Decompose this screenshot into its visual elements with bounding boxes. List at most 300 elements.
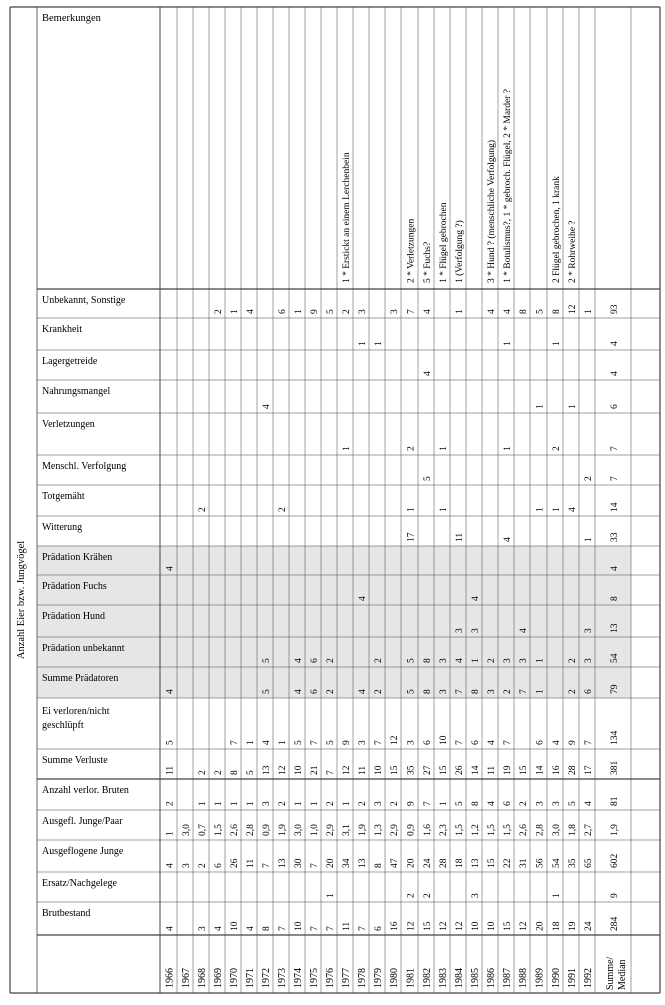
- cell-value: 6: [584, 689, 594, 694]
- year-label: 1976: [325, 968, 336, 988]
- cell-value: 15: [503, 921, 513, 931]
- cell-value: 2: [374, 658, 384, 663]
- cell-value: 1: [552, 507, 562, 512]
- cell-value: 4: [610, 341, 620, 346]
- cell-value: 1: [503, 341, 513, 346]
- cell-value: 4: [552, 740, 562, 745]
- cell-value: 2,9: [326, 824, 336, 836]
- cell-value: 4: [246, 926, 256, 931]
- cell-value: 2: [214, 770, 224, 775]
- cell-value: 4: [423, 371, 433, 376]
- cell-value: 2: [165, 801, 176, 806]
- cell-value: 12: [568, 304, 578, 314]
- cell-value: 1: [455, 309, 465, 314]
- year-label: 1970: [229, 968, 240, 988]
- cell-value: 5: [165, 740, 176, 745]
- cell-value: 54: [552, 858, 562, 868]
- cell-value: 4: [358, 596, 368, 601]
- cell-value: 12: [278, 765, 288, 775]
- cell-value: 7: [326, 770, 336, 775]
- cell-value: 3: [406, 740, 417, 745]
- predation-band: [37, 546, 631, 698]
- cell-value: 35: [568, 858, 578, 868]
- cell-value: 1: [278, 740, 288, 745]
- cell-value: 5: [406, 689, 417, 694]
- cell-value: 5: [246, 770, 256, 775]
- cell-value: 9: [568, 740, 578, 745]
- cell-value: 13: [278, 858, 288, 868]
- cell-value: 1: [214, 801, 224, 806]
- cell-value: 7: [310, 926, 320, 931]
- cell-value: 10: [471, 921, 481, 931]
- cell-value: 1: [342, 446, 352, 451]
- cell-value: 2,9: [390, 824, 400, 836]
- cell-value: 21: [310, 765, 320, 775]
- year-label: 1979: [373, 968, 384, 988]
- cell-value: 1: [294, 801, 304, 806]
- cell-value: 9: [310, 309, 320, 314]
- row-label: Prädation Fuchs: [42, 581, 107, 592]
- cell-value: 3: [358, 740, 368, 745]
- cell-value: 15: [487, 858, 497, 868]
- cell-value: 2,8: [246, 824, 256, 836]
- year-label: 1987: [502, 968, 513, 988]
- cell-value: 4: [246, 309, 256, 314]
- cell-value: 134: [610, 730, 620, 745]
- cell-value: 8: [610, 596, 620, 601]
- cell-value: 8: [423, 658, 433, 663]
- cell-value: 13: [262, 765, 272, 775]
- remark-text: 1 * Flügel gebrochen: [439, 202, 449, 283]
- cell-value: 381: [610, 760, 620, 775]
- cell-value: 10: [230, 921, 240, 931]
- cell-value: 4: [503, 309, 513, 314]
- side-label: Anzahl Eier bzw. Jungvögel: [16, 540, 27, 660]
- cell-value: 2: [568, 689, 578, 694]
- cell-value: 3: [487, 689, 497, 694]
- cell-value: 6: [610, 404, 620, 409]
- cell-value: 602: [610, 853, 620, 868]
- cell-value: 4: [294, 689, 304, 694]
- cell-value: 2: [390, 801, 400, 806]
- cell-value: 15: [423, 921, 433, 931]
- cell-value: 11: [487, 765, 497, 775]
- cell-value: 7: [262, 863, 272, 868]
- cell-value: 17: [584, 765, 594, 775]
- cell-value: 16: [390, 921, 400, 931]
- cell-value: 28: [568, 765, 578, 775]
- cell-value: 13: [471, 858, 481, 868]
- year-label: 1982: [422, 968, 433, 988]
- cell-value: 18: [552, 921, 562, 931]
- year-label: Median: [617, 959, 628, 990]
- cell-value: 2: [326, 689, 336, 694]
- cell-value: 6: [310, 658, 320, 663]
- cell-value: 11: [246, 858, 256, 868]
- year-label: 1978: [357, 968, 368, 988]
- cell-value: 7: [310, 740, 320, 745]
- cell-value: 2: [487, 658, 497, 663]
- cell-value: 5: [262, 689, 272, 694]
- row-label: Ersatz/Nachgelege: [42, 878, 117, 889]
- cell-value: 1,9: [278, 824, 288, 836]
- remark-text: 1 (Verfolgung ?): [455, 220, 465, 283]
- cell-value: 4: [455, 658, 465, 663]
- cell-value: 12: [406, 921, 417, 931]
- row-label: Brutbestand: [42, 908, 91, 919]
- cell-value: 8: [471, 689, 481, 694]
- cell-value: 2: [342, 309, 352, 314]
- cell-value: 3: [390, 309, 400, 314]
- cell-value: 1: [165, 831, 176, 836]
- cell-value: 2,7: [584, 824, 594, 836]
- cell-value: 2: [423, 893, 433, 898]
- cell-value: 4: [487, 309, 497, 314]
- cell-value: 7: [503, 740, 513, 745]
- cell-value: 3,0: [294, 824, 304, 836]
- cell-value: 1: [535, 689, 546, 694]
- cell-value: 4: [214, 926, 224, 931]
- cell-value: 8: [519, 309, 529, 314]
- cell-value: 12: [439, 921, 449, 931]
- year-label: 1966: [164, 968, 176, 988]
- cell-value: 4: [487, 740, 497, 745]
- year-label: 1980: [389, 968, 400, 988]
- year-label: 1989: [534, 968, 546, 988]
- cell-value: 3: [374, 801, 384, 806]
- cell-value: 2,3: [439, 824, 449, 836]
- row-label: Totgemäht: [42, 491, 85, 502]
- cell-value: 4: [471, 596, 481, 601]
- remark-text: 5 * Fuchs?: [423, 241, 433, 283]
- cell-value: 4: [503, 537, 513, 542]
- table-text: [16, 13, 628, 990]
- cell-value: 6: [423, 740, 433, 745]
- year-label: 1983: [438, 968, 449, 988]
- cell-value: 10: [487, 921, 497, 931]
- cell-value: 2: [358, 801, 368, 806]
- cell-value: 17: [406, 532, 417, 542]
- cell-value: 2: [519, 801, 529, 806]
- cell-value: 2: [198, 770, 208, 775]
- cell-value: 10: [294, 921, 304, 931]
- cell-value: 20: [326, 858, 336, 868]
- cell-value: 4: [165, 689, 176, 694]
- cell-value: 3: [552, 801, 562, 806]
- cell-value: 7: [278, 926, 288, 931]
- remark-text: 2 Flügel gebrochen, 1 krank: [552, 176, 562, 283]
- cell-value: 27: [423, 765, 433, 775]
- cell-value: 8: [262, 926, 272, 931]
- cell-value: 56: [535, 858, 546, 868]
- row-label: Summe Verluste: [42, 755, 108, 766]
- cell-value: 10: [294, 765, 304, 775]
- cell-value: 4: [358, 689, 368, 694]
- cell-value: 6: [503, 801, 513, 806]
- cell-value: 14: [610, 502, 620, 512]
- cell-value: 2: [198, 863, 208, 868]
- cell-value: 4: [568, 507, 578, 512]
- cell-value: 2: [214, 309, 224, 314]
- cell-value: 4: [262, 404, 272, 409]
- cell-value: 1: [568, 404, 578, 409]
- cell-value: 1: [503, 446, 513, 451]
- year-label: 1977: [341, 968, 352, 988]
- year-label: Summe/: [605, 956, 616, 990]
- cell-value: 3: [471, 893, 481, 898]
- cell-value: 1: [374, 341, 384, 346]
- cell-value: 35: [406, 765, 417, 775]
- cell-value: 4: [584, 801, 594, 806]
- row-label: Nahrungsmangel: [42, 386, 111, 397]
- cell-value: 3: [358, 309, 368, 314]
- cell-value: 10: [374, 765, 384, 775]
- cell-value: 4: [487, 801, 497, 806]
- cell-value: 1,2: [471, 824, 481, 836]
- row-label: Ausgeflogene Junge: [42, 846, 124, 857]
- cell-value: 4: [165, 566, 176, 571]
- cell-value: 7: [310, 863, 320, 868]
- cell-value: 4: [610, 371, 620, 376]
- cell-value: 3: [198, 926, 208, 931]
- row-label: Prädation unbekannt: [42, 643, 125, 654]
- cell-value: 1: [552, 893, 562, 898]
- cell-value: 15: [519, 765, 529, 775]
- cell-value: 2,6: [230, 824, 240, 836]
- cell-value: 7: [326, 926, 336, 931]
- cell-value: 79: [610, 684, 620, 694]
- cell-value: 5: [423, 476, 433, 481]
- cell-value: 1,8: [568, 824, 578, 836]
- cell-value: 3,0: [182, 824, 192, 836]
- cell-value: 54: [610, 653, 620, 663]
- cell-value: 3: [584, 658, 594, 663]
- cell-value: 47: [390, 858, 400, 868]
- cell-value: 2,6: [519, 824, 529, 836]
- cell-value: 1: [552, 341, 562, 346]
- remark-text: 1 * Erstickt an einem Lerchenbein: [342, 152, 352, 283]
- cell-value: 0,9: [406, 824, 417, 836]
- cell-value: 7: [374, 740, 384, 745]
- year-label: 1988: [518, 968, 529, 988]
- cell-value: 5: [262, 658, 272, 663]
- cell-value: 2: [374, 689, 384, 694]
- cell-value: 10: [439, 735, 449, 745]
- cell-value: 1,5: [455, 824, 465, 836]
- cell-value: 30: [294, 858, 304, 868]
- year-label: 1986: [486, 968, 497, 988]
- cell-value: 12: [342, 765, 352, 775]
- cell-value: 15: [439, 765, 449, 775]
- year-label: 1972: [261, 968, 272, 988]
- cell-value: 34: [342, 858, 352, 868]
- remark-text: 1 * Botulismus?, 1 * gebroch. Flügel, 2 * Marder ?: [503, 89, 513, 283]
- cell-value: 3: [439, 689, 449, 694]
- cell-value: 7: [455, 689, 465, 694]
- cell-value: 22: [503, 858, 513, 868]
- cell-value: 1,3: [374, 824, 384, 836]
- remark-text: 3 * Hund ? (menschliche Verfolgung): [487, 139, 497, 283]
- cell-value: 7: [406, 309, 417, 314]
- cell-value: 3: [182, 863, 192, 868]
- cell-value: 7: [230, 740, 240, 745]
- cell-value: 31: [519, 858, 529, 868]
- cell-value: 81: [610, 796, 620, 806]
- cell-value: 65: [584, 858, 594, 868]
- cell-value: 24: [423, 858, 433, 868]
- cell-value: 7: [584, 740, 594, 745]
- cell-value: 1: [535, 404, 546, 409]
- cell-value: 26: [455, 765, 465, 775]
- year-label: 1991: [567, 968, 578, 988]
- cell-value: 6: [535, 740, 546, 745]
- row-label: Unbekannt, Sonstige: [42, 295, 126, 306]
- cell-value: 1: [584, 309, 594, 314]
- row-label: Prädation Krähen: [42, 552, 113, 563]
- row-label: Ausgefl. Junge/Paar: [42, 816, 123, 827]
- cell-value: 26: [230, 858, 240, 868]
- cell-value: 3,1: [342, 824, 352, 836]
- cell-value: 2: [278, 801, 288, 806]
- year-label: 1967: [181, 968, 192, 988]
- cell-value: 1: [471, 658, 481, 663]
- cell-value: 2: [326, 658, 336, 663]
- cell-value: 1,5: [214, 824, 224, 836]
- cell-value: 3: [503, 658, 513, 663]
- cell-value: 12: [519, 921, 529, 931]
- cell-value: 2: [406, 446, 417, 451]
- cell-value: 11: [342, 921, 352, 931]
- cell-value: 2: [326, 801, 336, 806]
- cell-value: 7: [455, 740, 465, 745]
- cell-value: 33: [610, 532, 620, 542]
- row-label: Verletzungen: [42, 419, 95, 430]
- cell-value: 11: [165, 765, 176, 775]
- cell-value: 18: [455, 858, 465, 868]
- row-label: Witterung: [42, 522, 83, 533]
- cell-value: 5: [406, 658, 417, 663]
- cell-value: 19: [568, 921, 578, 931]
- remarks-header: Bemerkungen: [42, 13, 101, 24]
- row-label: Lagergetreide: [42, 356, 98, 367]
- cell-value: 5: [294, 740, 304, 745]
- cell-value: 2: [503, 689, 513, 694]
- cell-value: 1: [439, 446, 449, 451]
- cell-value: 2: [568, 658, 578, 663]
- cell-value: 7: [358, 926, 368, 931]
- cell-value: 20: [406, 858, 417, 868]
- year-label: 1990: [551, 968, 562, 988]
- cell-value: 4: [165, 863, 176, 868]
- row-label: geschlüpft: [42, 720, 84, 731]
- cell-value: 1: [326, 893, 336, 898]
- cell-value: 8: [471, 801, 481, 806]
- cell-value: 9: [342, 740, 352, 745]
- cell-value: 2: [278, 507, 288, 512]
- cell-value: 1: [230, 801, 240, 806]
- cell-value: 3: [584, 628, 594, 633]
- cell-value: 3,0: [552, 824, 562, 836]
- year-label: 1971: [245, 968, 256, 988]
- cell-value: 14: [471, 765, 481, 775]
- cell-value: 1: [230, 309, 240, 314]
- cell-value: 284: [610, 916, 620, 931]
- cell-value: 5: [568, 801, 578, 806]
- cell-value: 1: [342, 801, 352, 806]
- cell-value: 13: [358, 858, 368, 868]
- cell-value: 4: [165, 926, 176, 931]
- cell-value: 1: [246, 801, 256, 806]
- cell-value: 1: [294, 309, 304, 314]
- cell-value: 2: [584, 476, 594, 481]
- cell-value: 14: [535, 765, 546, 775]
- cell-value: 1: [246, 740, 256, 745]
- cell-value: 4: [610, 566, 620, 571]
- cell-value: 8: [423, 689, 433, 694]
- cell-value: 6: [278, 309, 288, 314]
- cell-value: 1: [535, 507, 546, 512]
- cell-value: 6: [374, 926, 384, 931]
- cell-value: 15: [390, 765, 400, 775]
- year-label: 1981: [405, 968, 417, 988]
- cell-value: 9: [610, 893, 620, 898]
- cell-value: 6: [214, 863, 224, 868]
- row-label: Ei verloren/nicht: [42, 706, 110, 717]
- cell-value: 1: [406, 507, 417, 512]
- cell-value: 16: [552, 765, 562, 775]
- year-label: 1992: [583, 968, 594, 988]
- cell-value: 1,5: [503, 824, 513, 836]
- cell-value: 1: [310, 801, 320, 806]
- cell-value: 6: [310, 689, 320, 694]
- cell-value: 93: [610, 304, 620, 314]
- cell-value: 1,9: [610, 824, 620, 836]
- cell-value: 7: [610, 446, 620, 451]
- cell-value: 4: [423, 309, 433, 314]
- cell-value: 1,5: [487, 824, 497, 836]
- cell-value: 2: [552, 446, 562, 451]
- cell-value: 1: [198, 801, 208, 806]
- cell-value: 6: [471, 740, 481, 745]
- cell-value: 1,9: [358, 824, 368, 836]
- cell-value: 20: [535, 921, 546, 931]
- cell-value: 5: [535, 309, 546, 314]
- cell-value: 11: [358, 765, 368, 775]
- cell-value: 0,7: [198, 824, 208, 836]
- cell-value: 28: [439, 858, 449, 868]
- cell-value: 4: [294, 658, 304, 663]
- cell-value: 3: [519, 658, 529, 663]
- cell-value: 1: [439, 507, 449, 512]
- cell-value: 1,0: [310, 824, 320, 836]
- row-label: Krankheit: [42, 324, 82, 335]
- cell-value: 8: [552, 309, 562, 314]
- cell-value: 8: [230, 770, 240, 775]
- row-label: Menschl. Verfolgung: [42, 461, 127, 472]
- cell-value: 19: [503, 765, 513, 775]
- cell-value: 7: [610, 476, 620, 481]
- cell-value: 4: [519, 628, 529, 633]
- cell-value: 12: [455, 921, 465, 931]
- cell-value: 3: [262, 801, 272, 806]
- cell-value: 5: [455, 801, 465, 806]
- cell-value: 2,8: [535, 824, 546, 836]
- cell-value: 1: [439, 801, 449, 806]
- cell-value: 5: [326, 740, 336, 745]
- cell-value: 24: [584, 921, 594, 931]
- cell-value: 3: [455, 628, 465, 633]
- cell-value: 0,9: [262, 824, 272, 836]
